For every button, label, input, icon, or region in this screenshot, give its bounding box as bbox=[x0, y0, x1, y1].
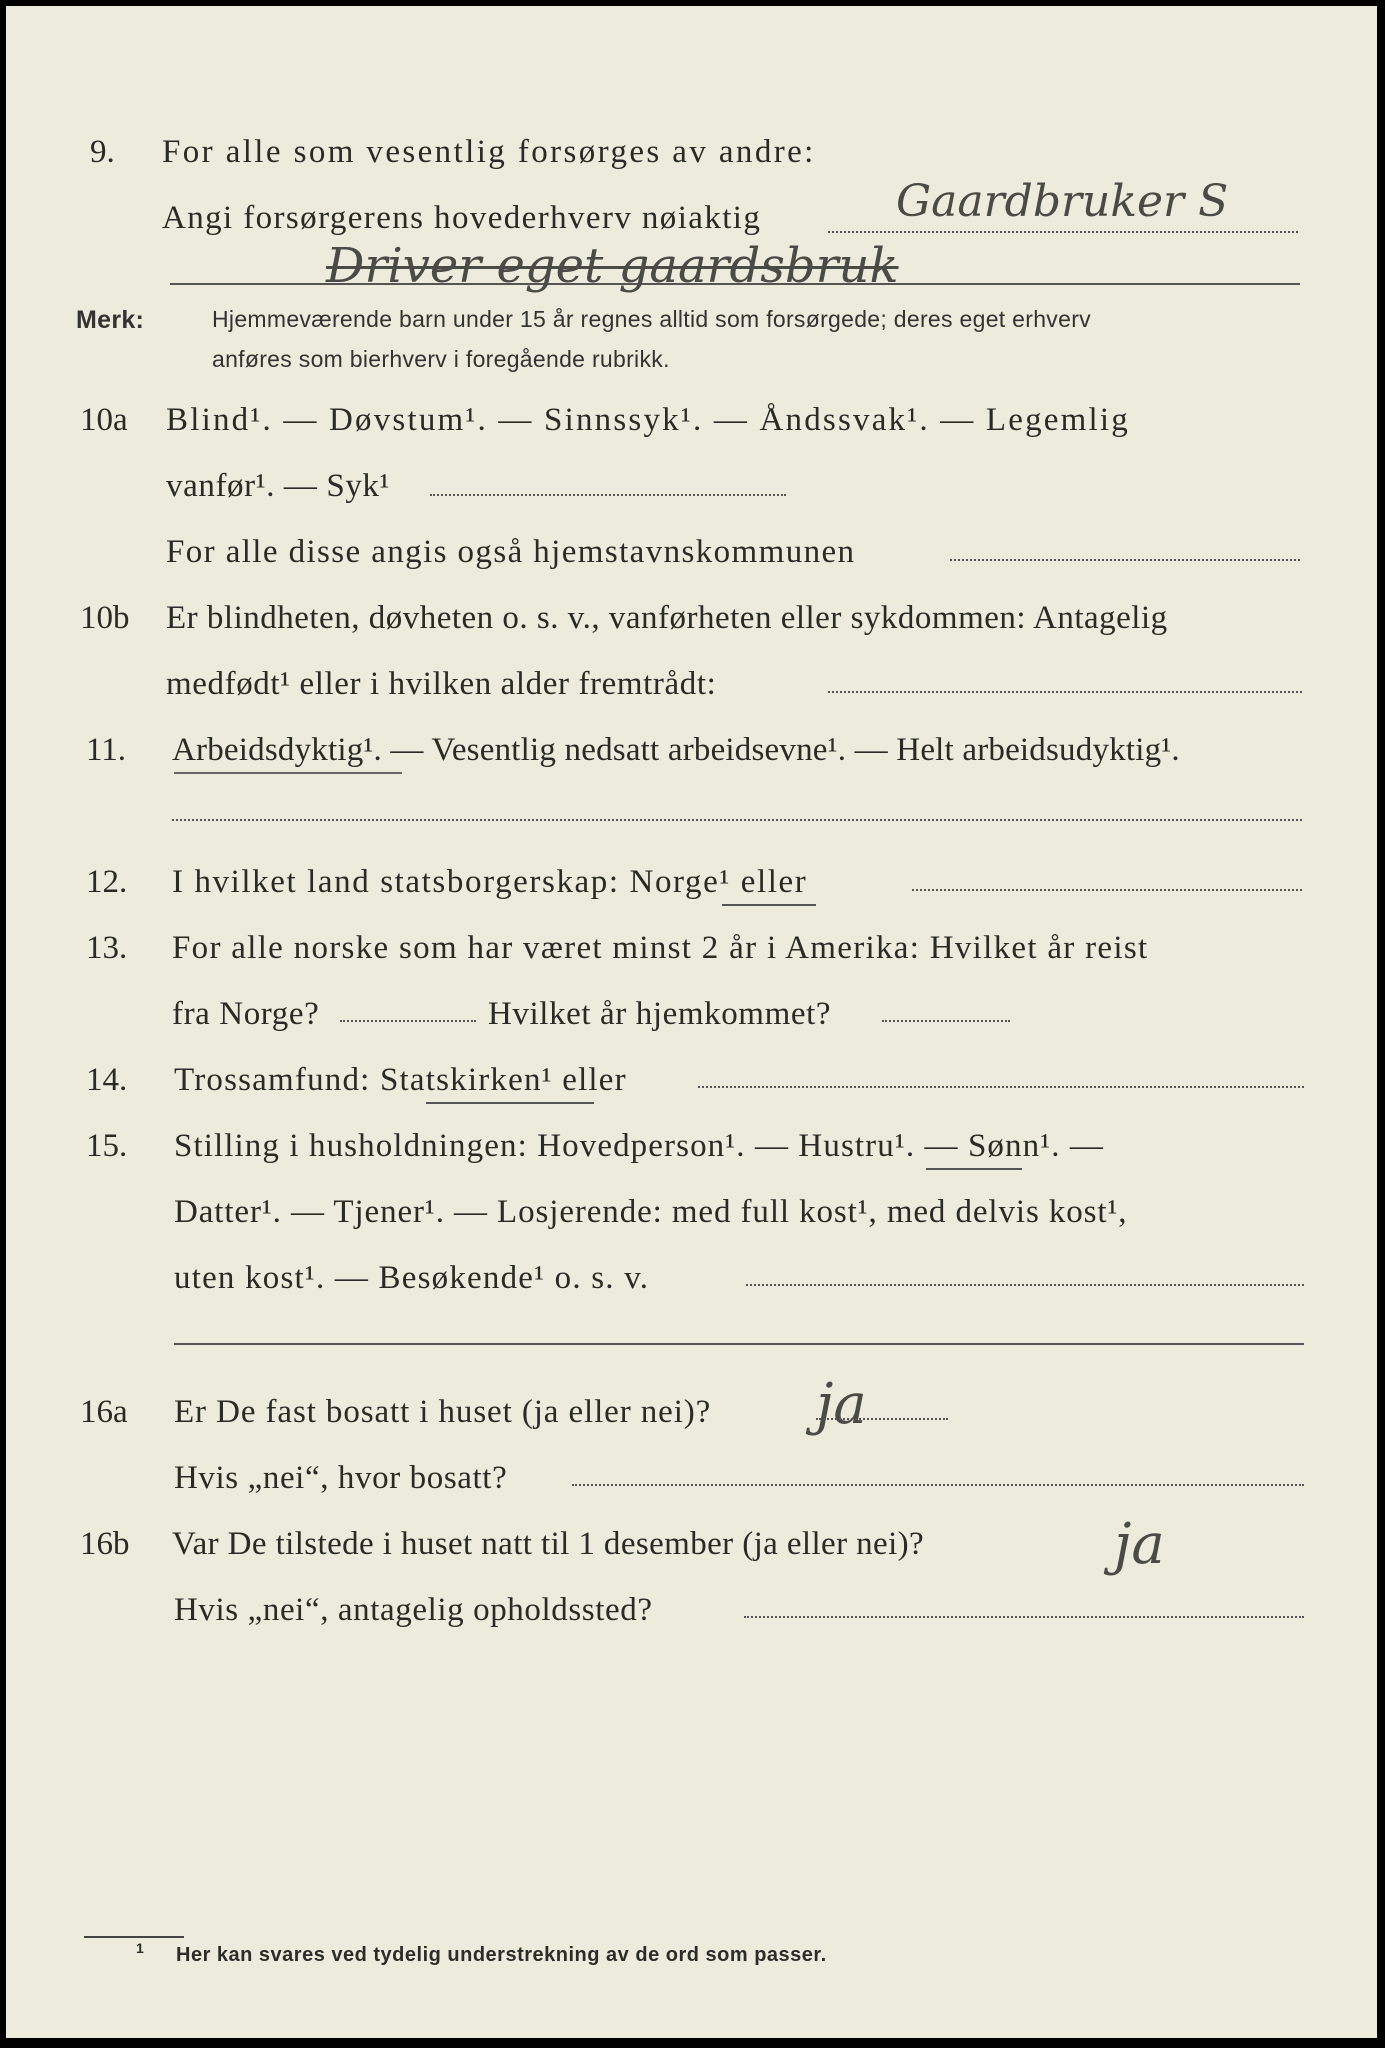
census-form-page bbox=[6, 6, 1377, 2038]
q10a-kommune-line bbox=[950, 559, 1300, 561]
merk-label: Merk: bbox=[76, 306, 145, 334]
q15-line3: uten kost¹. — Besøkende¹ o. s. v. bbox=[174, 1260, 650, 1296]
q14-line1: Trossamfund: Statskirken¹ eller bbox=[174, 1062, 627, 1098]
q16a-answer-line bbox=[816, 1418, 948, 1420]
q9-handwritten-answer2: Driver eget gaardsbruk bbox=[326, 238, 899, 294]
q10b-line1: Er blindheten, døvheten o. s. v., vanførheten eller sykdommen: Antagelig bbox=[166, 600, 1168, 636]
q12-eller-line bbox=[912, 889, 1302, 891]
footnote-text: Her kan svares ved tydelig understrekning av de ord som passer. bbox=[176, 1944, 827, 1966]
merk-line2: anføres som bierhverv i foregående rubrikk. bbox=[212, 346, 670, 372]
q13-hjemkommet-line bbox=[882, 1020, 1010, 1022]
q11-line1: Arbeidsdyktig¹. — Vesentlig nedsatt arbeidsevne¹. — Helt arbeidsudyktig¹. bbox=[172, 732, 1180, 768]
q16a-handwritten-answer: ja bbox=[816, 1372, 867, 1437]
q16b-handwritten-answer: ja bbox=[1114, 1512, 1165, 1577]
merk-line1: Hjemmeværende barn under 15 år regnes alltid som forsørgede; deres eget erhverv bbox=[212, 306, 1091, 332]
q11-number: 11. bbox=[86, 732, 127, 768]
q15-line1: Stilling i husholdningen: Hovedperson¹. — Hustru¹. — Sønn¹. — bbox=[174, 1128, 1105, 1164]
q9-line1: For alle som vesentlig forsørges av andre: bbox=[162, 134, 816, 170]
q12-line1: I hvilket land statsborgerskap: Norge¹ eller bbox=[172, 864, 808, 900]
q10a-line1: Blind¹. — Døvstum¹. — Sinnssyk¹. — Åndssvak¹. — Legemlig bbox=[166, 402, 1130, 438]
q16b-number: 16b bbox=[80, 1526, 130, 1562]
q15-hustru-underline bbox=[926, 1168, 1022, 1170]
q16b-line2: Hvis „nei“, antagelig opholdssted? bbox=[174, 1592, 653, 1628]
q15-line2: Datter¹. — Tjener¹. — Losjerende: med full kost¹, med delvis kost¹, bbox=[174, 1194, 1128, 1230]
q16a-bosatt-line bbox=[572, 1484, 1304, 1486]
q15-number: 15. bbox=[86, 1128, 128, 1164]
q10a-number: 10a bbox=[80, 402, 128, 438]
q10a-line3: For alle disse angis også hjemstavnskommunen bbox=[166, 534, 856, 570]
q10a-syk-line bbox=[430, 494, 786, 496]
q9-answer1-line bbox=[828, 231, 1298, 233]
q13-line1: For alle norske som har været minst 2 år i Amerika: Hvilket år reist bbox=[172, 930, 1149, 966]
footnote-mark: 1 bbox=[136, 1940, 144, 1956]
q14-number: 14. bbox=[86, 1062, 128, 1098]
q15-extra-line bbox=[174, 1343, 1304, 1345]
q12-norge-underline bbox=[722, 904, 816, 906]
q13-line2b: Hvilket år hjemkommet? bbox=[488, 996, 832, 1032]
q15-besokende-line bbox=[746, 1284, 1304, 1286]
q10b-alder-line bbox=[828, 691, 1302, 693]
q14-statskirken-underline bbox=[426, 1102, 594, 1104]
q9-line2: Angi forsørgerens hovederhverv nøiaktig bbox=[162, 200, 762, 236]
q14-eller-line bbox=[698, 1086, 1304, 1088]
q16b-opholdssted-line bbox=[744, 1616, 1304, 1618]
q13-number: 13. bbox=[86, 930, 128, 966]
q11-extra-line bbox=[172, 819, 1302, 821]
q13-reist-line bbox=[340, 1020, 476, 1022]
q10b-line2: medfødt¹ eller i hvilken alder fremtrådt: bbox=[166, 666, 717, 702]
q9-number: 9. bbox=[90, 134, 115, 170]
q11-answer-underline bbox=[174, 772, 402, 774]
q16a-line2: Hvis „nei“, hvor bosatt? bbox=[174, 1460, 508, 1496]
q9-handwritten-answer1: Gaardbruker S bbox=[896, 176, 1229, 227]
q10a-line2: vanfør¹. — Syk¹ bbox=[166, 468, 391, 504]
q16b-line1: Var De tilstede i huset natt til 1 desember (ja eller nei)? bbox=[172, 1526, 925, 1562]
q16a-line1: Er De fast bosatt i huset (ja eller nei)? bbox=[174, 1394, 712, 1430]
q12-number: 12. bbox=[86, 864, 128, 900]
q10b-number: 10b bbox=[80, 600, 130, 636]
footnote-separator bbox=[84, 1936, 184, 1938]
q13-line2a: fra Norge? bbox=[172, 996, 320, 1032]
q16a-number: 16a bbox=[80, 1394, 128, 1430]
